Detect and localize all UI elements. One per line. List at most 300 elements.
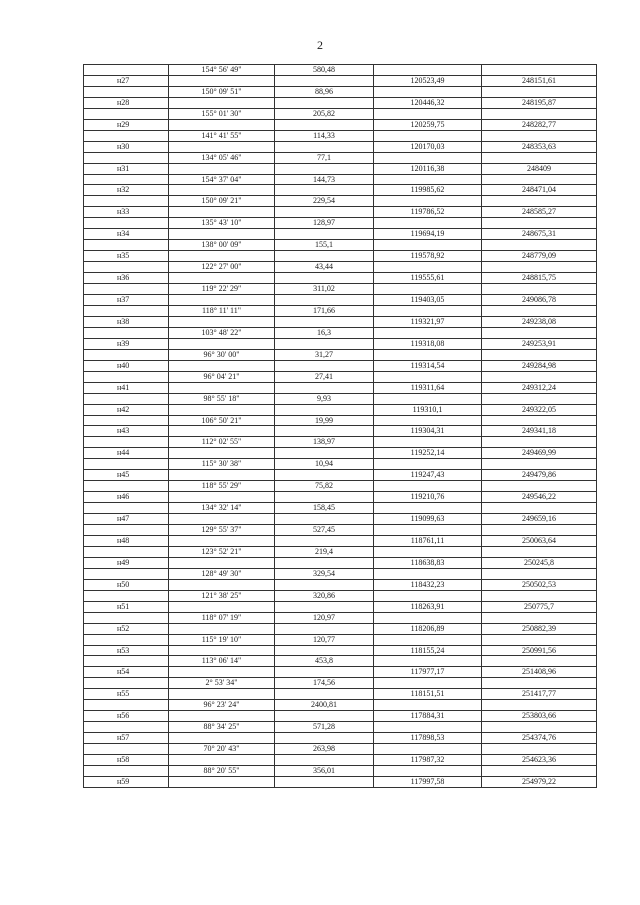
point-name: н29: [84, 119, 169, 130]
empty-cell: [84, 503, 169, 514]
point-name: н31: [84, 163, 169, 174]
empty-cell: [84, 766, 169, 777]
empty-cell: [169, 470, 275, 481]
empty-cell: [482, 678, 597, 689]
segment-row: [84, 481, 597, 492]
coord-y: 248675,31: [482, 229, 597, 240]
coord-y: 249659,16: [482, 514, 597, 525]
empty-cell: [84, 525, 169, 536]
empty-cell: [169, 207, 275, 218]
empty-cell: [482, 174, 597, 185]
point-row: [84, 141, 597, 152]
point-row: [84, 776, 597, 787]
point-name: н34: [84, 229, 169, 240]
empty-cell: [275, 667, 374, 678]
point-row: [84, 295, 597, 306]
coord-x: 117987,32: [374, 755, 482, 766]
coord-y: 249238,08: [482, 316, 597, 327]
segment-length: 263,98: [275, 744, 374, 755]
empty-cell: [275, 163, 374, 174]
point-row: [84, 229, 597, 240]
segment-row: [84, 722, 597, 733]
empty-cell: [275, 338, 374, 349]
empty-cell: [275, 295, 374, 306]
point-name: н33: [84, 207, 169, 218]
coord-x: 119403,05: [374, 295, 482, 306]
segment-row: [84, 262, 597, 273]
empty-cell: [275, 251, 374, 262]
segment-length: 219,4: [275, 546, 374, 557]
empty-cell: [275, 382, 374, 393]
coord-x: 119321,97: [374, 316, 482, 327]
coord-x: 119252,14: [374, 448, 482, 459]
empty-cell: [374, 590, 482, 601]
coord-y: 248779,09: [482, 251, 597, 262]
segment-length: 580,48: [275, 65, 374, 76]
empty-cell: [84, 240, 169, 251]
empty-cell: [84, 152, 169, 163]
segment-length: 114,33: [275, 130, 374, 141]
empty-cell: [482, 766, 597, 777]
segment-row: [84, 568, 597, 579]
point-row: [84, 601, 597, 612]
empty-cell: [84, 218, 169, 229]
empty-cell: [275, 273, 374, 284]
empty-cell: [169, 645, 275, 656]
point-name: н47: [84, 514, 169, 525]
empty-cell: [374, 284, 482, 295]
empty-cell: [169, 251, 275, 262]
segment-row: [84, 327, 597, 338]
coord-x: 119304,31: [374, 426, 482, 437]
empty-cell: [169, 404, 275, 415]
segment-row: [84, 130, 597, 141]
empty-cell: [275, 535, 374, 546]
empty-cell: [374, 415, 482, 426]
point-name: н59: [84, 776, 169, 787]
coord-x: 118155,24: [374, 645, 482, 656]
empty-cell: [84, 546, 169, 557]
empty-cell: [275, 711, 374, 722]
coord-x: 118638,83: [374, 557, 482, 568]
coord-y: 249546,22: [482, 492, 597, 503]
point-name: н54: [84, 667, 169, 678]
coord-x: 119247,43: [374, 470, 482, 481]
empty-cell: [275, 119, 374, 130]
empty-cell: [374, 196, 482, 207]
empty-cell: [482, 612, 597, 623]
empty-cell: [169, 426, 275, 437]
point-row: [84, 514, 597, 525]
direction-angle: 150° 09' 21": [169, 196, 275, 207]
direction-angle: 70° 20' 43": [169, 744, 275, 755]
coord-x: 117997,58: [374, 776, 482, 787]
segment-row: [84, 305, 597, 316]
segment-row: [84, 218, 597, 229]
point-row: [84, 733, 597, 744]
direction-angle: 118° 55' 29": [169, 481, 275, 492]
empty-cell: [84, 700, 169, 711]
segment-row: [84, 65, 597, 76]
empty-cell: [482, 152, 597, 163]
empty-cell: [169, 667, 275, 678]
point-row: [84, 404, 597, 415]
segment-length: 88,96: [275, 86, 374, 97]
segment-row: [84, 196, 597, 207]
direction-angle: 150° 09' 51": [169, 86, 275, 97]
empty-cell: [84, 744, 169, 755]
segment-length: 144,73: [275, 174, 374, 185]
segment-row: [84, 525, 597, 536]
point-name: н42: [84, 404, 169, 415]
point-name: н30: [84, 141, 169, 152]
direction-angle: 119° 22' 29": [169, 284, 275, 295]
direction-angle: 135° 43' 10": [169, 218, 275, 229]
coordinates-table: [83, 64, 597, 788]
direction-angle: 138° 00' 09": [169, 240, 275, 251]
empty-cell: [275, 141, 374, 152]
empty-cell: [374, 393, 482, 404]
table-body: [84, 65, 597, 788]
segment-length: 128,97: [275, 218, 374, 229]
empty-cell: [482, 525, 597, 536]
point-name: н27: [84, 75, 169, 86]
direction-angle: 103° 48' 22": [169, 327, 275, 338]
segment-row: [84, 393, 597, 404]
direction-angle: 112° 02' 55": [169, 437, 275, 448]
empty-cell: [275, 755, 374, 766]
point-name: н51: [84, 601, 169, 612]
direction-angle: 98° 55' 18": [169, 393, 275, 404]
coord-y: 250063,64: [482, 535, 597, 546]
empty-cell: [169, 295, 275, 306]
direction-angle: 115° 19' 10": [169, 634, 275, 645]
segment-length: 356,01: [275, 766, 374, 777]
empty-cell: [482, 393, 597, 404]
coord-y: 248585,27: [482, 207, 597, 218]
empty-cell: [275, 426, 374, 437]
empty-cell: [169, 273, 275, 284]
direction-angle: 128° 49' 30": [169, 568, 275, 579]
coord-x: 119310,1: [374, 404, 482, 415]
empty-cell: [374, 240, 482, 251]
segment-length: 120,97: [275, 612, 374, 623]
empty-cell: [84, 459, 169, 470]
segment-row: [84, 459, 597, 470]
direction-angle: 154° 56' 49": [169, 65, 275, 76]
coord-x: 119694,19: [374, 229, 482, 240]
coord-x: 119555,61: [374, 273, 482, 284]
empty-cell: [374, 744, 482, 755]
empty-cell: [84, 371, 169, 382]
point-name: н43: [84, 426, 169, 437]
coord-y: 253803,66: [482, 711, 597, 722]
coord-y: 248282,77: [482, 119, 597, 130]
empty-cell: [482, 568, 597, 579]
empty-cell: [169, 776, 275, 787]
empty-cell: [482, 262, 597, 273]
segment-length: 311,02: [275, 284, 374, 295]
point-name: н32: [84, 185, 169, 196]
coord-y: 250775,7: [482, 601, 597, 612]
empty-cell: [482, 656, 597, 667]
point-name: н36: [84, 273, 169, 284]
point-name: н58: [84, 755, 169, 766]
empty-cell: [374, 327, 482, 338]
empty-cell: [374, 174, 482, 185]
coord-y: 249341,18: [482, 426, 597, 437]
empty-cell: [374, 700, 482, 711]
empty-cell: [374, 568, 482, 579]
point-name: н55: [84, 689, 169, 700]
empty-cell: [275, 316, 374, 327]
coord-y: 249322,05: [482, 404, 597, 415]
empty-cell: [84, 86, 169, 97]
coord-y: 249479,86: [482, 470, 597, 481]
empty-cell: [275, 492, 374, 503]
empty-cell: [374, 634, 482, 645]
segment-row: [84, 678, 597, 689]
segment-row: [84, 415, 597, 426]
coord-y: 250991,56: [482, 645, 597, 656]
empty-cell: [374, 218, 482, 229]
empty-cell: [374, 766, 482, 777]
point-name: н50: [84, 579, 169, 590]
empty-cell: [482, 305, 597, 316]
point-row: [84, 207, 597, 218]
empty-cell: [482, 700, 597, 711]
empty-cell: [482, 327, 597, 338]
empty-cell: [169, 229, 275, 240]
segment-length: 120,77: [275, 634, 374, 645]
coord-y: 248353,63: [482, 141, 597, 152]
empty-cell: [84, 437, 169, 448]
empty-cell: [275, 185, 374, 196]
empty-cell: [482, 130, 597, 141]
empty-cell: [275, 448, 374, 459]
point-row: [84, 163, 597, 174]
segment-row: [84, 590, 597, 601]
direction-angle: 121° 38' 25": [169, 590, 275, 601]
coord-x: 120170,03: [374, 141, 482, 152]
empty-cell: [374, 262, 482, 273]
empty-cell: [275, 229, 374, 240]
coord-y: 249312,24: [482, 382, 597, 393]
empty-cell: [374, 371, 482, 382]
empty-cell: [374, 481, 482, 492]
coord-y: 249469,99: [482, 448, 597, 459]
empty-cell: [482, 108, 597, 119]
empty-cell: [482, 722, 597, 733]
empty-cell: [84, 481, 169, 492]
empty-cell: [275, 579, 374, 590]
coord-x: 119314,54: [374, 360, 482, 371]
segment-length: 171,66: [275, 305, 374, 316]
empty-cell: [275, 601, 374, 612]
coord-x: 119099,63: [374, 514, 482, 525]
segment-row: [84, 744, 597, 755]
point-row: [84, 360, 597, 371]
segment-length: 19,99: [275, 415, 374, 426]
empty-cell: [482, 546, 597, 557]
coord-x: 118151,51: [374, 689, 482, 700]
empty-cell: [169, 97, 275, 108]
point-row: [84, 645, 597, 656]
empty-cell: [374, 86, 482, 97]
segment-row: [84, 546, 597, 557]
point-row: [84, 711, 597, 722]
point-row: [84, 557, 597, 568]
empty-cell: [84, 415, 169, 426]
point-row: [84, 273, 597, 284]
point-row: [84, 448, 597, 459]
segment-length: 31,27: [275, 349, 374, 360]
empty-cell: [374, 108, 482, 119]
direction-angle: 123° 52' 21": [169, 546, 275, 557]
direction-angle: 134° 32' 14": [169, 503, 275, 514]
coord-x: 120116,38: [374, 163, 482, 174]
segment-length: 158,45: [275, 503, 374, 514]
point-row: [84, 426, 597, 437]
empty-cell: [84, 262, 169, 273]
empty-cell: [169, 733, 275, 744]
direction-angle: 106° 50' 21": [169, 415, 275, 426]
empty-cell: [169, 316, 275, 327]
coord-y: 248471,04: [482, 185, 597, 196]
direction-angle: 113° 06' 14": [169, 656, 275, 667]
coord-x: 120259,75: [374, 119, 482, 130]
empty-cell: [482, 590, 597, 601]
empty-cell: [84, 393, 169, 404]
point-name: н35: [84, 251, 169, 262]
page-number: 2: [317, 38, 323, 52]
segment-row: [84, 174, 597, 185]
empty-cell: [169, 492, 275, 503]
point-name: н52: [84, 623, 169, 634]
coord-y: 249284,98: [482, 360, 597, 371]
empty-cell: [374, 305, 482, 316]
segment-row: [84, 437, 597, 448]
direction-angle: 88° 20' 55": [169, 766, 275, 777]
empty-cell: [482, 415, 597, 426]
coord-y: 248151,61: [482, 75, 597, 86]
empty-cell: [482, 634, 597, 645]
coord-y: 251408,96: [482, 667, 597, 678]
direction-angle: 118° 11' 11": [169, 305, 275, 316]
direction-angle: 122° 27' 00": [169, 262, 275, 273]
empty-cell: [169, 579, 275, 590]
empty-cell: [84, 284, 169, 295]
segment-row: [84, 152, 597, 163]
point-name: н41: [84, 382, 169, 393]
point-row: [84, 75, 597, 86]
segment-length: 43,44: [275, 262, 374, 273]
coord-x: 118432,23: [374, 579, 482, 590]
point-row: [84, 623, 597, 634]
empty-cell: [84, 65, 169, 76]
empty-cell: [482, 65, 597, 76]
empty-cell: [374, 678, 482, 689]
empty-cell: [84, 327, 169, 338]
point-row: [84, 97, 597, 108]
empty-cell: [169, 535, 275, 546]
empty-cell: [482, 196, 597, 207]
coord-y: 249086,78: [482, 295, 597, 306]
empty-cell: [169, 557, 275, 568]
point-row: [84, 338, 597, 349]
direction-angle: 96° 30' 00": [169, 349, 275, 360]
coord-x: 118761,11: [374, 535, 482, 546]
coord-x: 118263,91: [374, 601, 482, 612]
empty-cell: [275, 776, 374, 787]
direction-angle: 141° 41' 55": [169, 130, 275, 141]
point-name: н56: [84, 711, 169, 722]
segment-length: 320,86: [275, 590, 374, 601]
empty-cell: [374, 349, 482, 360]
direction-angle: 118° 07' 19": [169, 612, 275, 623]
point-row: [84, 316, 597, 327]
empty-cell: [169, 711, 275, 722]
coord-y: 248409: [482, 163, 597, 174]
empty-cell: [84, 305, 169, 316]
empty-cell: [84, 590, 169, 601]
segment-length: 329,54: [275, 568, 374, 579]
segment-row: [84, 86, 597, 97]
segment-row: [84, 371, 597, 382]
direction-angle: 129° 55' 37": [169, 525, 275, 536]
coord-y: 254979,22: [482, 776, 597, 787]
segment-row: [84, 349, 597, 360]
point-name: н37: [84, 295, 169, 306]
direction-angle: 2° 53' 34": [169, 678, 275, 689]
empty-cell: [169, 601, 275, 612]
empty-cell: [84, 196, 169, 207]
empty-cell: [169, 448, 275, 459]
empty-cell: [169, 514, 275, 525]
empty-cell: [374, 546, 482, 557]
empty-cell: [84, 349, 169, 360]
empty-cell: [169, 75, 275, 86]
empty-cell: [275, 623, 374, 634]
coord-x: 119210,76: [374, 492, 482, 503]
point-row: [84, 689, 597, 700]
coord-x: 120523,49: [374, 75, 482, 86]
empty-cell: [482, 218, 597, 229]
segment-length: 138,97: [275, 437, 374, 448]
point-name: н38: [84, 316, 169, 327]
point-row: [84, 755, 597, 766]
empty-cell: [84, 722, 169, 733]
empty-cell: [482, 459, 597, 470]
coord-x: 117977,17: [374, 667, 482, 678]
coord-y: 248815,75: [482, 273, 597, 284]
empty-cell: [169, 689, 275, 700]
empty-cell: [169, 623, 275, 634]
point-name: н40: [84, 360, 169, 371]
empty-cell: [169, 119, 275, 130]
empty-cell: [169, 163, 275, 174]
segment-row: [84, 284, 597, 295]
empty-cell: [374, 130, 482, 141]
point-row: [84, 492, 597, 503]
direction-angle: 115° 30' 38": [169, 459, 275, 470]
empty-cell: [169, 755, 275, 766]
empty-cell: [84, 174, 169, 185]
segment-length: 9,93: [275, 393, 374, 404]
segment-row: [84, 503, 597, 514]
direction-angle: 154° 37' 04": [169, 174, 275, 185]
segment-row: [84, 634, 597, 645]
